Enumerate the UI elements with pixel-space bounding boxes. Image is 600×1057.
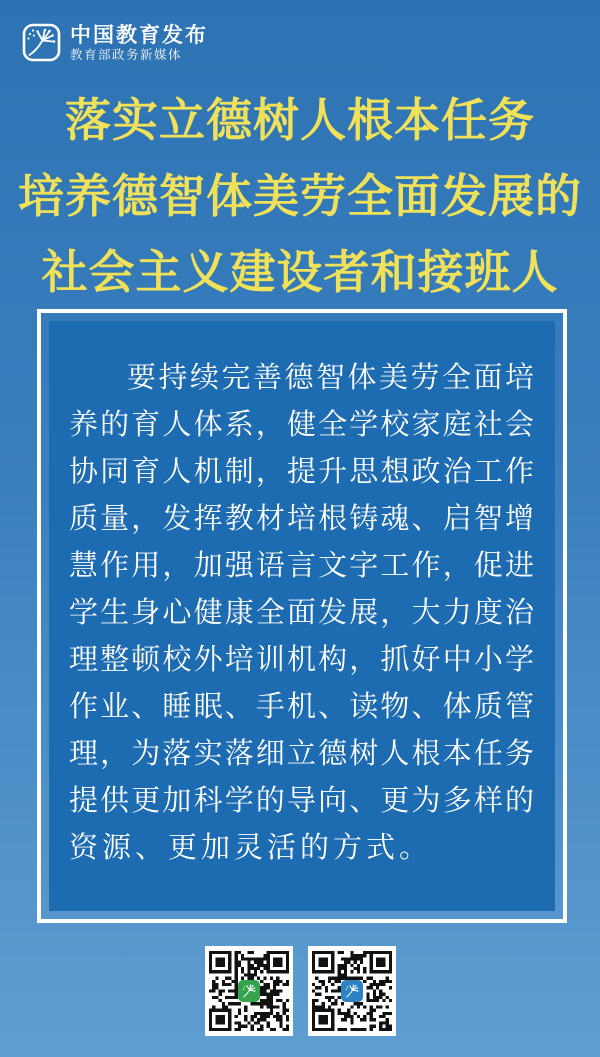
qr-code-right bbox=[308, 946, 396, 1036]
headline-line-2: 培养德智体美劳全面发展的 bbox=[18, 169, 582, 223]
logo-subtitle: 教育部政务新媒体 bbox=[70, 47, 183, 62]
headline-line-3: 社会主义建设者和接班人 bbox=[41, 245, 559, 299]
quote-frame bbox=[37, 309, 567, 923]
quote-line: 要持续完善德智体美劳全面培 bbox=[127, 360, 535, 394]
quote-line: 养的育人体系，健全学校家庭社会 bbox=[69, 407, 535, 441]
logo-title: 中国教育发布 bbox=[70, 23, 208, 47]
quote-line: 协同育人机制，提升思想政治工作 bbox=[69, 454, 535, 488]
quote-line: 资源、更加灵活的方式。 bbox=[69, 830, 433, 864]
logo bbox=[22, 23, 208, 62]
quote-line: 质量，发挥教材培根铸魂、启智增 bbox=[69, 501, 535, 535]
qr-code-left bbox=[205, 946, 293, 1036]
qr-center-dandelion-icon bbox=[341, 980, 363, 1002]
quote-line: 学生身心健康全面发展，大力度治 bbox=[69, 595, 535, 629]
quote-line: 理整顿校外培训机构，抓好中小学 bbox=[69, 642, 535, 676]
qr-row bbox=[0, 946, 600, 1036]
headline-line-1: 落实立德树人根本任务 bbox=[65, 93, 535, 147]
quote-panel bbox=[49, 321, 555, 911]
quote-line: 作业、睡眠、手机、读物、体质管 bbox=[69, 689, 535, 723]
quote-line: 理，为落实落细立德树人根本任务 bbox=[69, 736, 535, 770]
qr-center-dandelion-icon bbox=[238, 980, 260, 1002]
headline bbox=[0, 82, 600, 310]
quote-line: 提供更加科学的导向、更为多样的 bbox=[69, 783, 535, 817]
quote-line: 慧作用，加强语言文字工作，促进 bbox=[69, 548, 535, 582]
dandelion-logo-icon bbox=[22, 23, 61, 62]
